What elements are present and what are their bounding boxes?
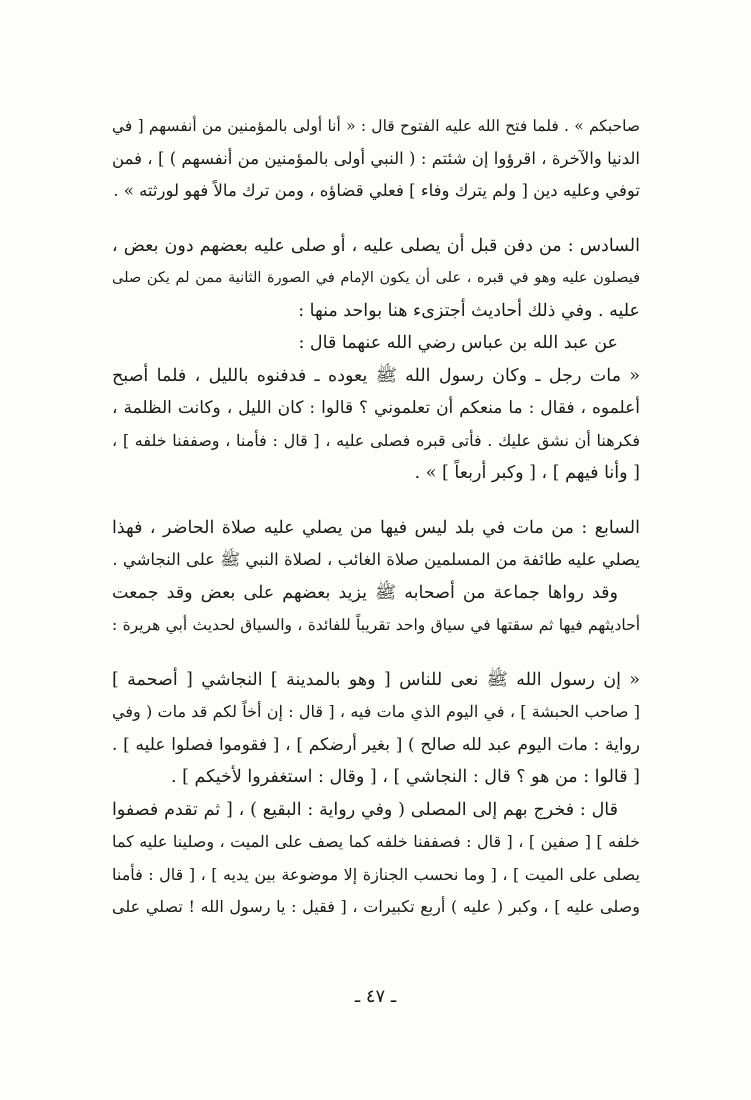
text-line: السادس : من دفن قبل أن يصلى عليه ، أو صلى عليه بعضهم دون بعض ، [112, 235, 640, 256]
paragraph-gap [112, 642, 640, 664]
paragraph-hadith [112, 664, 640, 924]
text-line: رواية : مات اليوم عبد لله صالح ) [ بغير أرضكم ] ، [ فقوموا فصلوا عليه ] . [112, 734, 640, 755]
paragraph-sixth [112, 230, 640, 490]
text-line: « مات رجل ـ وكان رسول الله ﷺ يعوده ـ فدفنوه بالليل ، فلما أصبح [112, 365, 640, 386]
text-line: خلفه ] [ صفين ] ، [ قال : فصففنا خلفه كما يصف على الميت ، وصلينا عليه كما [112, 832, 640, 851]
body-text [112, 110, 640, 924]
paragraph-seventh [112, 512, 640, 642]
text-line: [ وأنا فيهم ] ، [ وكبر أربعاً ] » . [414, 463, 640, 483]
text-line: يصلي عليه طائفة من المسلمين صلاة الغائب ، لصلاة النبي ﷺ على النجاشي . [112, 550, 640, 569]
text-line: صاحبكم » . فلما فتح الله عليه الفتوح قال : « أنا أولى بالمؤمنين من أنفسهم [ في [112, 117, 640, 135]
text-line: [ صاحب الحبشة ] ، في اليوم الذي مات فيه ، [ قال : إن أخاً لكم قد مات ( وفي [112, 702, 640, 721]
paragraph-gap [112, 490, 640, 512]
text-line: أعلموه ، فقال : ما منعكم أن تعلموني ؟ قالوا : كان الليل ، وكانت الظلمة ، [112, 398, 640, 418]
text-line: قال : فخرج بهم إلى المصلى ( وفي رواية : البقيع ) ، [ ثم تقدم فصفوا [112, 799, 618, 820]
text-line: فكرهنا أن نشق عليك . فأتى قبره فصلى عليه ، [ قال : فأمنا ، وصففنا خلفه ] ، [112, 430, 640, 450]
text-line: وصلى عليه ] ، وكبر ( عليه ) أربع تكبيرات ، [ فقيل : يا رسول الله ! تصلي على [112, 897, 640, 916]
paragraph-1 [112, 110, 640, 208]
text-line: عن عبد الله بن عباس رضي الله عنهما قال : [298, 333, 618, 353]
text-line: الدنيا والآخرة ، اقرؤوا إن شئتم : ( النبي أولى بالمؤمنين من أنفسهم ) ] ، فمن [112, 148, 640, 168]
text-line: وقد رواها جماعة من أصحابه ﷺ يزيد بعضهم على بعض وقد جمعت [112, 582, 618, 603]
text-line: [ قالوا : من هو ؟ قال : النجاشي ] ، [ وقال : استغفروا لأخيكم ] . [170, 767, 640, 787]
text-line: السابع : من مات في بلد ليس فيها من يصلي عليه صلاة الحاضر ، فهذا [112, 517, 640, 538]
text-line: فيصلون عليه وهو في قبره ، على أن يكون الإمام في الصورة الثانية ممن لم يكن صلى [112, 270, 640, 286]
page-number: ـ ٤٧ ـ [354, 986, 397, 1007]
text-line: « إن رسول الله ﷺ نعى للناس [ وهو بالمدينة ] النجاشي [ أصحمة ] [112, 669, 640, 690]
text-line: أحاديثهم فيها ثم سقتها في سياق واحد تقريباً للفائدة ، والسياق لحديث أبي هريرة : [112, 616, 640, 634]
paragraph-gap [112, 208, 640, 230]
text-line: عليه . وفي ذلك أحاديث أجتزىء هنا بواحد منها : [298, 300, 640, 321]
text-line: توفي وعليه دين [ ولم يترك وفاء ] فعلي قضاؤه ، ومن ترك مالاً فهو لورثته » . [113, 181, 640, 200]
text-line: يصلى على الميت ] ، [ وما نحسب الجنازة إلا موضوعة بين يديه ] ، [ قال : فأمنا [112, 864, 640, 884]
